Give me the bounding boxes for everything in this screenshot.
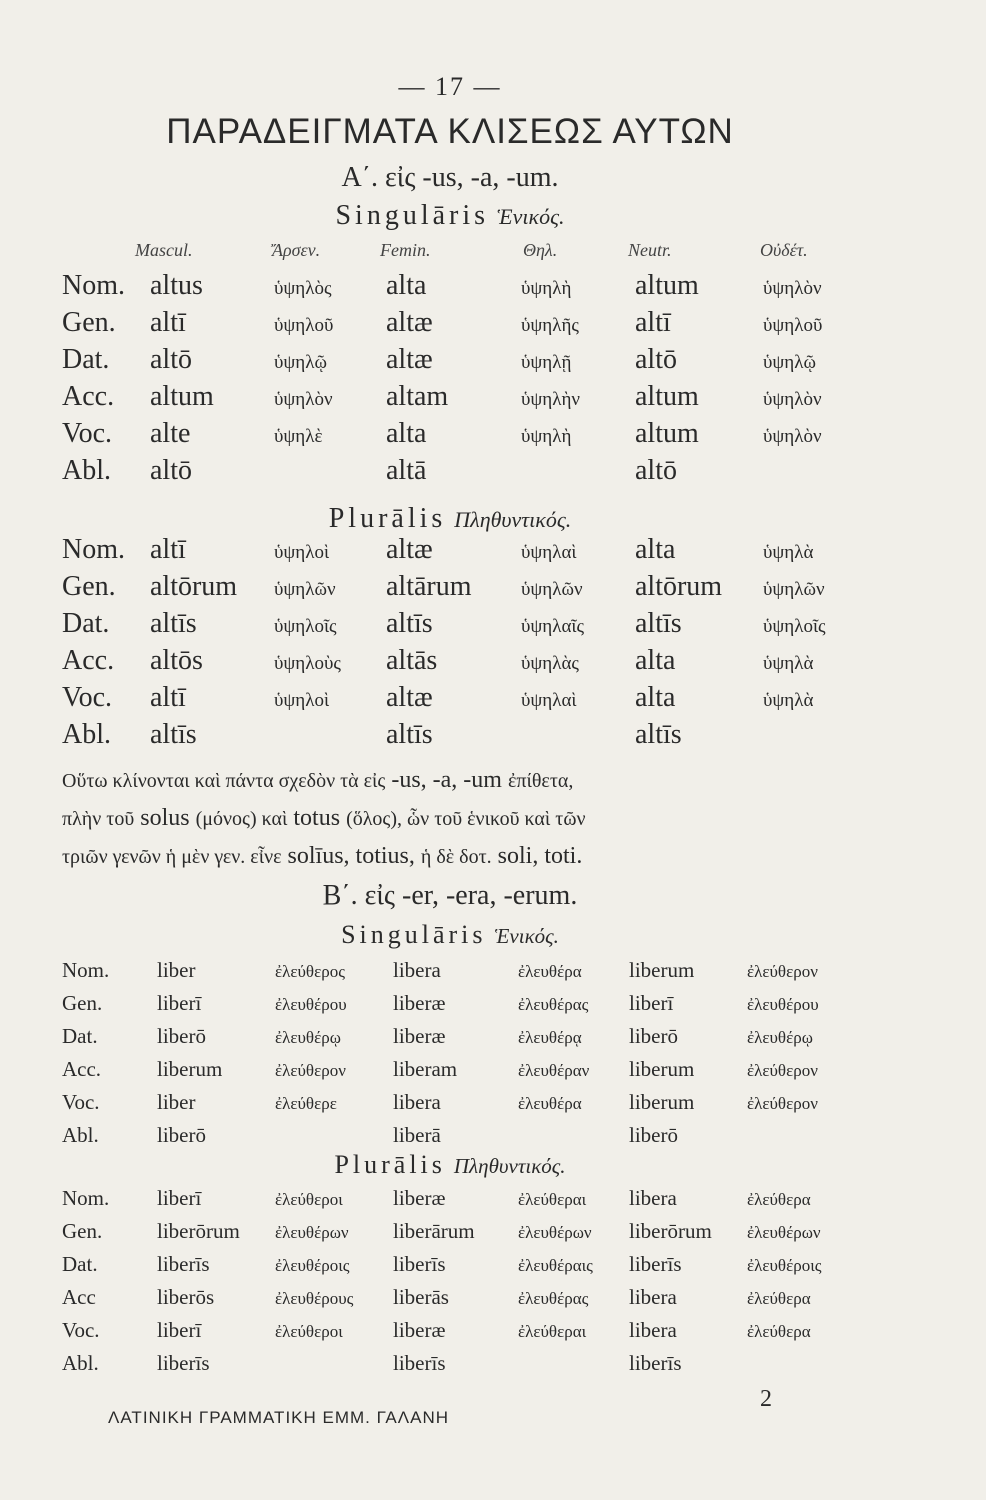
singular-label-greek: Ἑνικός. xyxy=(497,204,565,229)
note-line-2 xyxy=(62,800,862,838)
singular-label-latin: Singulāris xyxy=(341,920,487,949)
declension-row xyxy=(62,455,822,492)
neut-greek: ἐλευθέρων xyxy=(747,1223,821,1242)
fem-latin: liberās xyxy=(393,1285,449,1309)
fem-greek: ἐλεύθεραι xyxy=(518,1190,587,1209)
masc-greek: ὑψηλοὶ xyxy=(274,542,330,563)
masc-greek: ἐλεύθερος xyxy=(275,962,345,981)
neut-greek: ὑψηλοῦ xyxy=(763,315,823,336)
section-b-heading: Β΄. εἰς -er, -era, -erum. xyxy=(322,880,578,911)
fem-latin: libera xyxy=(393,1090,441,1114)
masc-latin: liberīs xyxy=(157,1252,210,1276)
declension-row xyxy=(62,1351,822,1384)
neut-greek xyxy=(747,1351,822,1384)
declension-row xyxy=(62,381,822,418)
fem-latin: altīs xyxy=(386,719,433,750)
neut-latin: liberō xyxy=(629,1024,678,1048)
neut-latin: liberō xyxy=(629,1123,678,1147)
neut-greek: ἐλεύθερον xyxy=(747,1061,818,1080)
note-text: ἐπίθετα, xyxy=(507,770,574,792)
page-title: ΠΑΡΑΔΕΙΓΜΑΤΑ ΚΛΙΣΕΩΣ ΑΥΤΩΝ xyxy=(166,112,734,151)
masc-greek: ἐλεύθεροι xyxy=(275,1190,343,1209)
masc-greek: ἐλεύθερε xyxy=(275,1094,337,1113)
note-latin-word: totus xyxy=(293,805,341,831)
note-text: πλὴν τοῦ xyxy=(62,808,135,830)
neut-greek: ὑψηλῷ xyxy=(763,352,816,373)
neut-latin: liberum xyxy=(629,958,695,982)
declension-row xyxy=(62,719,826,756)
fem-latin: altæ xyxy=(386,534,433,565)
fem-latin: liberīs xyxy=(393,1351,446,1375)
neut-latin: alta xyxy=(635,682,676,713)
neut-greek: ἐλευθέρου xyxy=(747,995,819,1014)
neut-latin: liberīs xyxy=(629,1252,682,1276)
fem-greek: ἐλευθέρα xyxy=(518,1094,582,1113)
gender-label-neut-greek: Οὐδέτ. xyxy=(760,240,808,260)
case-label: Acc. xyxy=(62,645,115,676)
fem-greek: ὑψηλὴν xyxy=(521,389,580,410)
fem-latin: liberārum xyxy=(393,1219,475,1243)
neut-latin: altīs xyxy=(635,608,682,639)
case-label: Acc. xyxy=(62,381,115,412)
neut-greek: ἐλεύθερα xyxy=(747,1322,811,1341)
fem-latin: altæ xyxy=(386,682,433,713)
footer-book-title: ΛΑΤΙΝΙΚΗ ΓΡΑΜΜΑΤΙΚΗ ΕΜΜ. ΓΑΛΑΝΗ xyxy=(108,1408,450,1427)
masc-latin: altus xyxy=(150,270,203,301)
neut-latin: altum xyxy=(635,381,699,412)
case-label: Nom. xyxy=(62,534,125,565)
plural-label-greek: Πληθυντικός. xyxy=(454,507,572,532)
note-line-1 xyxy=(62,762,862,800)
masc-latin: altī xyxy=(150,534,186,565)
case-label: Gen. xyxy=(62,571,116,602)
gender-label-fem-greek: Θηλ. xyxy=(523,240,558,260)
masc-latin: liberōrum xyxy=(157,1219,240,1243)
fem-greek: ἐλευθέραν xyxy=(518,1061,590,1080)
gender-labels-row xyxy=(0,240,986,266)
fem-greek: ὑψηλὴ xyxy=(521,426,572,447)
declension-row xyxy=(62,534,826,571)
fem-latin: altam xyxy=(386,381,449,412)
neut-latin: liberum xyxy=(629,1090,695,1114)
section-a-singular-table xyxy=(62,270,822,492)
fem-latin: liberā xyxy=(393,1123,441,1147)
case-label: Abl. xyxy=(62,1351,99,1375)
case-label: Abl. xyxy=(62,719,111,750)
declension-row xyxy=(62,1186,822,1219)
fem-greek: ἐλευθέραις xyxy=(518,1256,593,1275)
neut-greek xyxy=(763,719,826,756)
case-label: Dat. xyxy=(62,344,110,375)
masc-latin: liberī xyxy=(157,1186,202,1210)
fem-latin: alta xyxy=(386,270,427,301)
neut-latin: alta xyxy=(635,645,676,676)
masc-latin: liberum xyxy=(157,1057,223,1081)
declension-row xyxy=(62,991,819,1024)
masc-greek: ὑψηλῶν xyxy=(274,579,336,600)
note-text: ἡ δὲ δοτ. xyxy=(420,846,492,868)
singular-label-latin: Singulāris xyxy=(335,200,490,231)
neut-latin: libera xyxy=(629,1285,677,1309)
fem-greek: ἐλευθέρᾳ xyxy=(518,1028,582,1047)
masc-greek: ὑψηλὲ xyxy=(274,426,323,447)
declension-row xyxy=(62,1090,819,1123)
masc-latin: liberō xyxy=(157,1024,206,1048)
masc-greek: ἐλευθέρῳ xyxy=(275,1028,341,1047)
fem-latin: altārum xyxy=(386,571,472,602)
neut-latin: liberōrum xyxy=(629,1219,712,1243)
section-b-plural-table xyxy=(62,1186,822,1384)
fem-greek: ὑψηλῶν xyxy=(521,579,583,600)
fem-latin: altæ xyxy=(386,344,433,375)
masc-greek: ὑψηλὸς xyxy=(274,278,332,299)
masc-greek: ὑψηλοὺς xyxy=(274,653,341,674)
fem-latin: liberæ xyxy=(393,1186,446,1210)
case-label: Acc. xyxy=(62,1057,102,1081)
masc-latin: altī xyxy=(150,682,186,713)
declension-row xyxy=(62,958,819,991)
note-text: τριῶν γενῶν ἡ μὲν γεν. εἶνε xyxy=(62,846,282,868)
note-latin-endings: -us, -a, -um xyxy=(391,767,502,793)
masc-latin: altīs xyxy=(150,719,197,750)
neut-latin: altīs xyxy=(635,719,682,750)
section-a-heading: Α΄. εἰς -us, -a, -um. xyxy=(341,162,559,193)
section-a-singular-label xyxy=(0,200,900,232)
case-label: Dat. xyxy=(62,1252,98,1276)
fem-greek: ὑψηλὴ xyxy=(521,278,572,299)
case-label: Nom. xyxy=(62,958,110,982)
neut-greek: ὑψηλὰ xyxy=(763,653,814,674)
neut-greek: ὑψηλῶν xyxy=(763,579,825,600)
masc-latin: liberīs xyxy=(157,1351,210,1375)
masc-latin: liberī xyxy=(157,991,202,1015)
masc-greek xyxy=(274,719,386,756)
plural-label-latin: Plurālis xyxy=(328,503,447,534)
masc-greek: ὑψηλοῦ xyxy=(274,315,334,336)
fem-greek: ὑψηλὰς xyxy=(521,653,579,674)
masc-greek: ἐλευθέρου xyxy=(275,995,347,1014)
masc-latin: altōrum xyxy=(150,571,238,602)
case-label: Acc xyxy=(62,1285,96,1309)
masc-greek: ὑψηλοὶ xyxy=(274,690,330,711)
fem-greek: ὑψηλαὶ xyxy=(521,690,577,711)
declension-row xyxy=(62,682,826,719)
declension-row xyxy=(62,344,822,381)
masc-latin: liber xyxy=(157,958,196,982)
gender-label-fem-latin: Femin. xyxy=(380,240,431,260)
declension-row xyxy=(62,1024,819,1057)
fem-greek: ἐλεύθεραι xyxy=(518,1322,587,1341)
masc-greek: ἐλευθέροις xyxy=(275,1256,350,1275)
fem-greek: ἐλευθέρας xyxy=(518,995,589,1014)
declension-row xyxy=(62,571,826,608)
section-b-singular-table xyxy=(62,958,819,1156)
fem-greek: ἐλευθέρα xyxy=(518,962,582,981)
fem-latin: liberam xyxy=(393,1057,458,1081)
declension-row xyxy=(62,1318,822,1351)
fem-greek: ὑψηλῇ xyxy=(521,352,572,373)
neut-greek: ἐλεύθερα xyxy=(747,1289,811,1308)
neut-greek: ἐλεύθερον xyxy=(747,962,818,981)
neut-greek: ἐλεύθερα xyxy=(747,1190,811,1209)
declension-row xyxy=(62,1057,819,1090)
fem-greek xyxy=(521,719,635,756)
neut-latin: altō xyxy=(635,455,677,486)
note-line-3 xyxy=(62,838,862,876)
case-label: Nom. xyxy=(62,1186,110,1210)
masc-greek xyxy=(274,455,386,492)
declension-row xyxy=(62,645,826,682)
masc-latin: liber xyxy=(157,1090,196,1114)
neut-greek: ἐλευθέρῳ xyxy=(747,1028,813,1047)
case-label: Abl. xyxy=(62,455,111,486)
neut-latin: libera xyxy=(629,1318,677,1342)
neut-greek: ὑψηλὰ xyxy=(763,542,814,563)
fem-latin: altīs xyxy=(386,608,433,639)
case-label: Dat. xyxy=(62,608,110,639)
case-label: Gen. xyxy=(62,991,103,1015)
section-a-plural-label xyxy=(0,503,900,535)
note-text: Οὕτω κλίνονται καὶ πάντα σχεδὸν τὰ εἰς xyxy=(62,770,386,792)
gender-label-neut-latin: Neutr. xyxy=(628,240,672,260)
case-label: Gen. xyxy=(62,1219,103,1243)
fem-latin: libera xyxy=(393,958,441,982)
note-latin-word: solīus, totius, xyxy=(287,843,415,869)
neut-latin: libera xyxy=(629,1186,677,1210)
note-latin-word: soli, toti. xyxy=(497,843,583,869)
masc-latin: altō xyxy=(150,344,192,375)
masc-greek xyxy=(275,1351,393,1384)
neut-greek: ὑψηλὸν xyxy=(763,389,822,410)
case-label: Abl. xyxy=(62,1123,99,1147)
note-text: (ὅλος), ὧν τοῦ ἑνικοῦ καὶ τῶν xyxy=(346,808,586,830)
neut-greek: ὑψηλὸν xyxy=(763,278,822,299)
masc-greek: ἐλεύθεροι xyxy=(275,1322,343,1341)
fem-greek: ἐλευθέρων xyxy=(518,1223,592,1242)
neut-greek: ὑψηλοῖς xyxy=(763,616,826,637)
section-b-singular-label xyxy=(0,920,900,950)
masc-latin: altō xyxy=(150,455,192,486)
fem-latin: liberīs xyxy=(393,1252,446,1276)
neut-latin: altum xyxy=(635,418,699,449)
neut-greek: ὑψηλὰ xyxy=(763,690,814,711)
declension-row xyxy=(62,1285,822,1318)
masc-greek: ὑψηλὸν xyxy=(274,389,333,410)
masc-latin: altīs xyxy=(150,608,197,639)
masc-latin: altī xyxy=(150,307,186,338)
fem-greek: ἐλευθέρας xyxy=(518,1289,589,1308)
fem-latin: alta xyxy=(386,418,427,449)
fem-latin: liberæ xyxy=(393,1024,446,1048)
neut-latin: altī xyxy=(635,307,671,338)
declension-row xyxy=(62,418,822,455)
fem-greek: ὑψηλῆς xyxy=(521,315,579,336)
masc-latin: liberō xyxy=(157,1123,206,1147)
singular-label-greek: Ἑνικός. xyxy=(494,924,559,948)
fem-latin: altās xyxy=(386,645,438,676)
page-number: — 17 — xyxy=(398,72,502,101)
masc-greek: ἐλευθέρους xyxy=(275,1289,354,1308)
masc-greek: ὑψηλῷ xyxy=(274,352,327,373)
declension-row xyxy=(62,1252,822,1285)
neut-greek: ὑψηλὸν xyxy=(763,426,822,447)
fem-greek xyxy=(518,1351,629,1384)
sheet-number: 2 xyxy=(760,1386,772,1412)
gender-label-masc-greek: Ἄρσεν. xyxy=(272,240,321,260)
case-label: Nom. xyxy=(62,270,125,301)
declension-row xyxy=(62,270,822,307)
note-text: (μόνος) καὶ xyxy=(195,808,288,830)
neut-greek: ἐλεύθερον xyxy=(747,1094,818,1113)
neut-latin: liberum xyxy=(629,1057,695,1081)
section-a-plural-table xyxy=(62,534,826,756)
masc-greek: ἐλεύθερον xyxy=(275,1061,346,1080)
case-label: Gen. xyxy=(62,307,116,338)
declension-note xyxy=(62,762,862,876)
neut-latin: altōrum xyxy=(635,571,723,602)
fem-latin: altā xyxy=(386,455,427,486)
fem-latin: liberæ xyxy=(393,991,446,1015)
neut-latin: altō xyxy=(635,344,677,375)
masc-greek: ὑψηλοῖς xyxy=(274,616,337,637)
neut-latin: alta xyxy=(635,534,676,565)
declension-row xyxy=(62,307,822,344)
masc-greek: ἐλευθέρων xyxy=(275,1223,349,1242)
fem-latin: altæ xyxy=(386,307,433,338)
note-latin-word: solus xyxy=(140,805,190,831)
masc-latin: alte xyxy=(150,418,191,449)
masc-latin: altōs xyxy=(150,645,203,676)
fem-greek: ὑψηλαῖς xyxy=(521,616,585,637)
case-label: Voc. xyxy=(62,1318,100,1342)
case-label: Dat. xyxy=(62,1024,98,1048)
section-b-plural-label xyxy=(0,1150,900,1180)
declension-row xyxy=(62,608,826,645)
case-label: Voc. xyxy=(62,682,113,713)
masc-latin: liberī xyxy=(157,1318,202,1342)
plural-label-greek: Πληθυντικός. xyxy=(453,1154,566,1178)
masc-latin: liberōs xyxy=(157,1285,215,1309)
case-label: Voc. xyxy=(62,1090,100,1114)
case-label: Voc. xyxy=(62,418,113,449)
fem-greek xyxy=(521,455,635,492)
declension-row xyxy=(62,1219,822,1252)
masc-latin: altum xyxy=(150,381,214,412)
gender-label-masc-latin: Mascul. xyxy=(135,240,193,260)
fem-greek: ὑψηλαὶ xyxy=(521,542,577,563)
neut-greek xyxy=(763,455,822,492)
neut-greek: ἐλευθέροις xyxy=(747,1256,822,1275)
neut-latin: altum xyxy=(635,270,699,301)
plural-label-latin: Plurālis xyxy=(334,1150,446,1179)
fem-latin: liberæ xyxy=(393,1318,446,1342)
neut-latin: liberīs xyxy=(629,1351,682,1375)
neut-latin: liberī xyxy=(629,991,674,1015)
